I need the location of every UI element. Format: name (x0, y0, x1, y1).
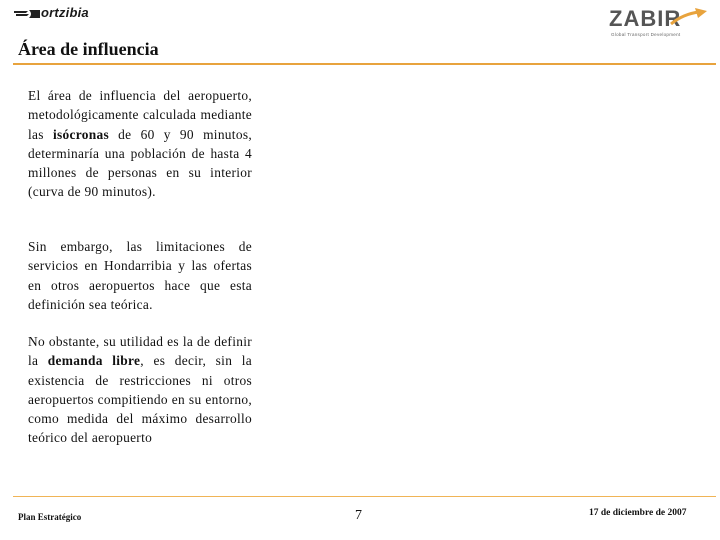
p3-text-start: No obstante, su utilidad es la de definir la (28, 334, 252, 369)
paragraph-3 (28, 332, 252, 448)
ortzibia-wordmark: ortzibia (41, 5, 89, 20)
p1-bold-term: isócronas (52, 126, 109, 142)
wings-icon (14, 9, 40, 19)
p1-text-end: de 60 y 90 minutos, determinaría una población de hasta 4 millones de personas en su interior (curva de 90 minutos). (28, 126, 252, 200)
paragraph-2 (28, 237, 252, 314)
p1-text-start: El área de influencia del aeropuerto, metodológicamente calculada mediante las (28, 88, 252, 142)
p3-text-end: , es decir, sin la existencia de restricciones ni otros aeropuertos compitiendo en su entorno, como medida del máximo desarrollo teórico del aeropuerto (28, 353, 252, 446)
zabir-wordmark: ZABIR (609, 6, 682, 31)
arrow-icon (669, 8, 709, 26)
paragraph-1 (28, 86, 252, 202)
footer-document-title: Plan Estratégico (18, 512, 82, 522)
p2-text: Sin embargo, las limitaciones de servicios en Hondarribia y las ofertas en otros aeropuertos hace que esta definición sea teórica. (28, 239, 252, 312)
p3-bold-term: demanda libre (47, 353, 141, 369)
footer-date: 17 de diciembre de 2007 (589, 508, 687, 518)
page-title: Área de influencia (18, 39, 159, 59)
zabir-tagline: Global Transport Development (611, 32, 681, 37)
title-divider (13, 63, 716, 65)
page-number: 7 (355, 508, 362, 523)
ortzibia-logo (14, 5, 104, 23)
footer-divider (13, 496, 716, 497)
zabir-logo (605, 6, 711, 40)
